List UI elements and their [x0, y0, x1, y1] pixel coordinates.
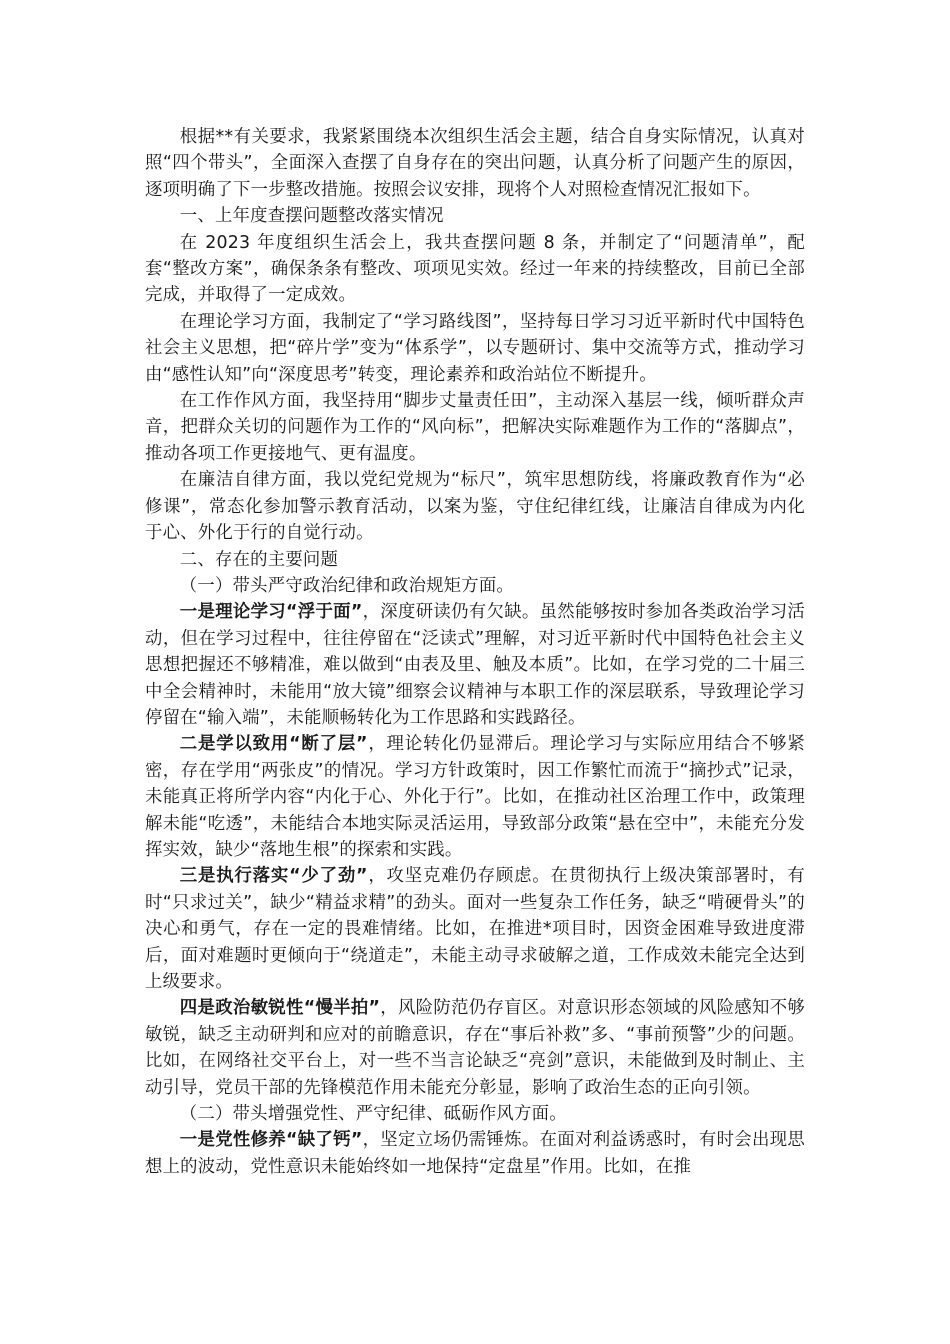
document-body	[145, 124, 805, 1180]
body-paragraph: 在理论学习方面，我制定了“学习路线图”，坚持每日学习习近平新时代中国特色社会主义思想，把“碎片学”变为“体系学”，以专题研讨、集中交流等方式，推动学习由“感性认知”向“深度思考”转变，理论素养和政治站位不断提升。	[145, 311, 805, 385]
body-paragraph: 在廉洁自律方面，我以党纪党规为“标尺”，筑牢思想防线，将廉政教育作为“必修课”，常态化参加警示教育活动，以案为鉴，守住纪律红线，让廉洁自律成为内化于心、外化于行的自觉行动。	[145, 470, 805, 544]
intro-paragraph: 根据**有关要求，我紧紧围绕本次组织生活会主题，结合自身实际情况，认真对照“四个带头”，全面深入查摆了自身存在的突出问题，认真分析了问题产生的原因，逐项明确了下一步整改措施。按照会议安排，现将个人对照检查情况汇报如下。	[145, 127, 805, 200]
issue-lead: 一是理论学习“浮于面”	[179, 602, 363, 623]
issue-paragraph: 一是理论学习“浮于面”，深度研读仍有欠缺。虽然能够按时参加各类政治学习活动，但在学习过程中，往往停留在“泛读式”理解，对习近平新时代中国特色社会主义思想把握还不够精准，难以做到“由表及里、触及本质”。比如，在学习党的二十届三中全会精神时，未能用“放大镜”细察会议精神与本职工作的深层联系，导致理论学习停留在“输入端”，未能顺畅转化为工作思路和实践路径。	[145, 602, 805, 728]
section-heading-1: 一、上年度查摆问题整改落实情况	[179, 206, 444, 227]
issue-lead: 三是执行落实“少了劲”	[179, 866, 368, 887]
issue-lead: 四是政治敏锐性“慢半拍”	[179, 998, 381, 1019]
issue-paragraph: 三是执行落实“少了劲”，攻坚克难仍存顾虑。在贯彻执行上级决策部署时，有时“只求过关”，缺少“精益求精”的劲头。面对一些复杂工作任务，缺乏“啃硬骨头”的决心和勇气，存在一定的畏难情绪。比如，在推进*项目时，因资金困难导致进度滞后，面对难题时更倾向于“绕道走”，未能主动寻求破解之道，工作成效未能完全达到上级要求。	[145, 866, 805, 992]
body-paragraph: 在工作作风方面，我坚持用“脚步丈量责任田”，主动深入基层一线，倾听群众声音，把群众关切的问题作为工作的“风向标”，把解决实际难题作为工作的“落脚点”，推动各项工作更接地气、更有温度。	[145, 391, 805, 464]
issue-lead: 一是党性修养“缺了钙”	[179, 1130, 363, 1151]
body-paragraph: 在 2023 年度组织生活会上，我共查摆问题 8 条，并制定了“问题清单”，配套“整改方案”，确保条条有整改、项项见实效。经过一年来的持续整改，目前已全部完成，并取得了一定成效。	[145, 232, 805, 306]
subsection-heading-2: （二）带头增强党性、严守纪律、砥砺作风方面。	[179, 1104, 567, 1125]
issue-paragraph: 一是党性修养“缺了钙”，坚定立场仍需锤炼。在面对利益诱惑时，有时会出现思想上的波动，党性意识未能始终如一地保持“定盘星”作用。比如，在推	[145, 1130, 805, 1177]
section-heading-2: 二、存在的主要问题	[179, 549, 339, 570]
issue-paragraph: 四是政治敏锐性“慢半拍”，风险防范仍存盲区。对意识形态领域的风险感知不够敏锐，缺乏主动研判和应对的前瞻意识，存在“事后补救”多、“事前预警”少的问题。比如，在网络社交平台上，对一些不当言论缺乏“亮剑”意识，未能做到及时制止、主动引导，党员干部的先锋模范作用未能充分彰显，影响了政治生态的正向引领。	[145, 998, 805, 1098]
subsection-heading-1: （一）带头严守政治纪律和政治规矩方面。	[179, 575, 515, 596]
issue-paragraph: 二是学以致用“断了层”，理论转化仍显滞后。理论学习与实际应用结合不够紧密，存在学用“两张皮”的情况。学习方针政策时，因工作繁忙而流于“摘抄式”记录，未能真正将所学内容“内化于心、外化于行”。比如，在推动社区治理工作中，政策理解未能“吃透”，未能结合本地实际灵活运用，导致部分政策“悬在空中”，未能充分发挥实效，缺少“落地生根”的探索和实践。	[145, 734, 805, 860]
issue-lead: 二是学以致用“断了层”	[179, 734, 368, 755]
